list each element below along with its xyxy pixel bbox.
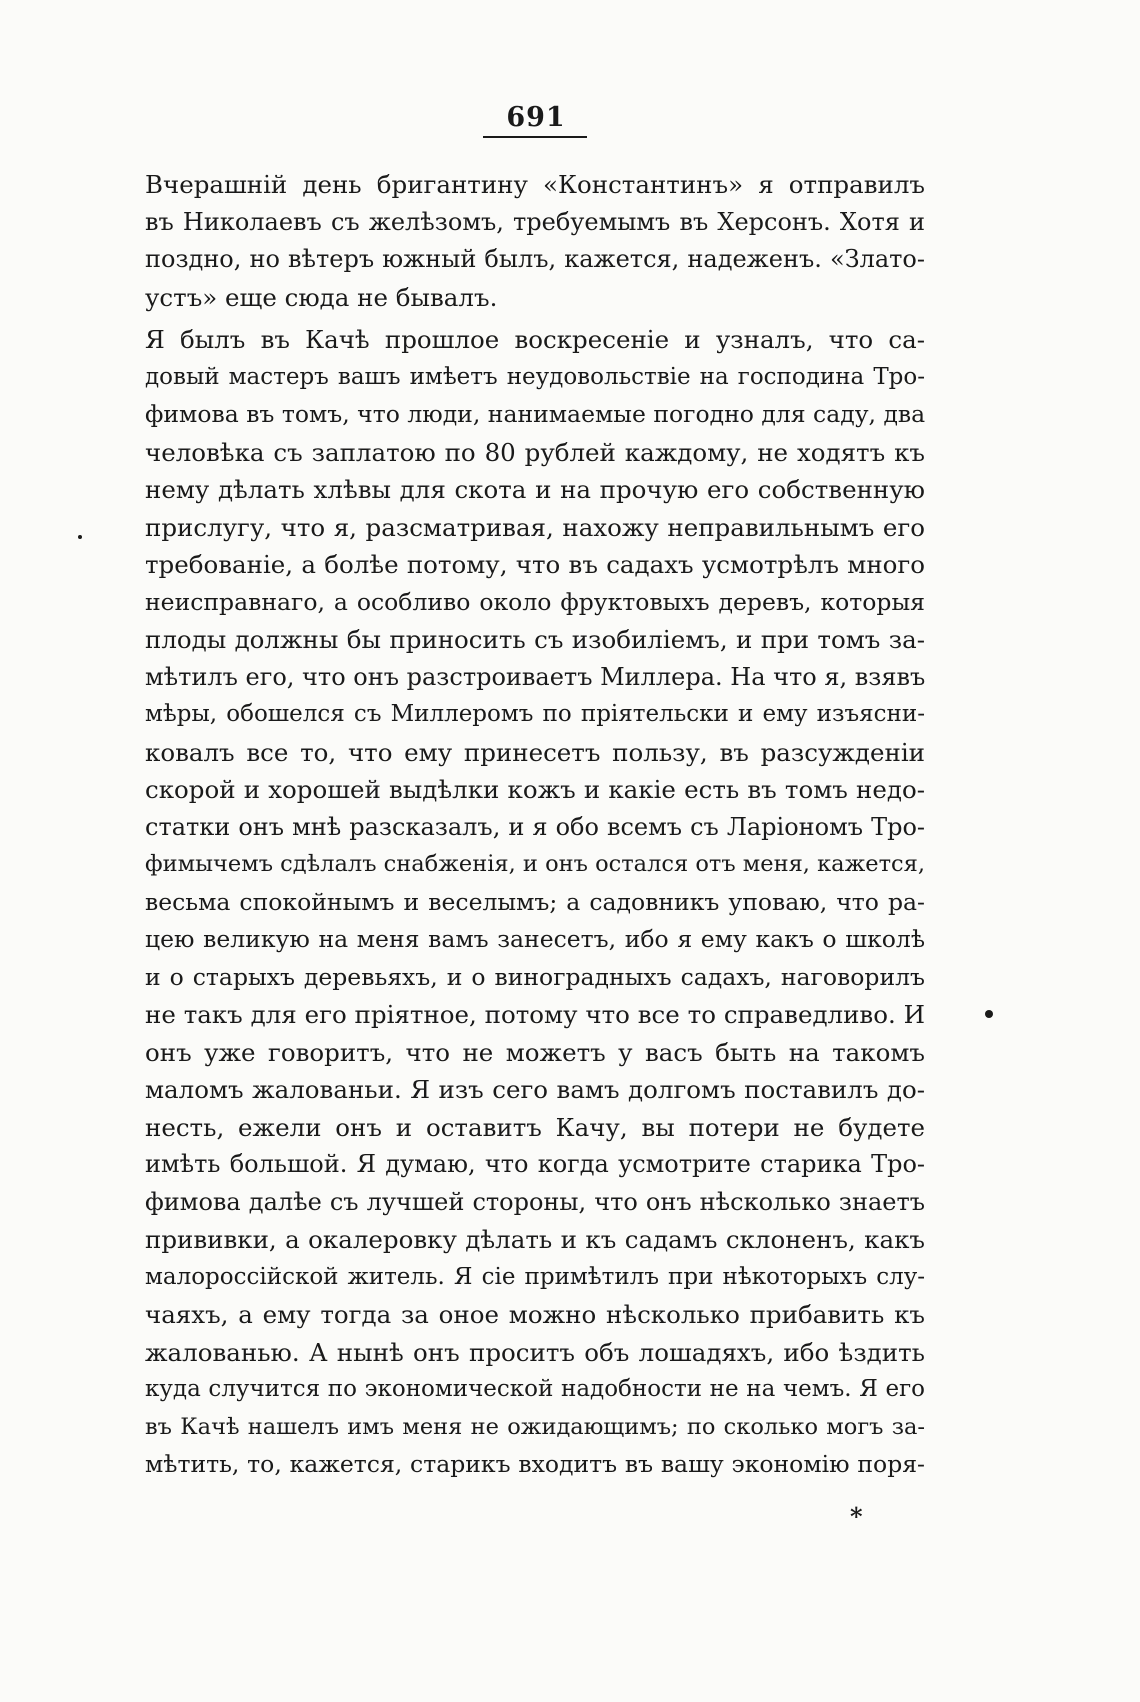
text-line: статки онъ мнѣ разсказалъ, и я обо всемъ съ Ларіономъ Тро- (145, 812, 925, 841)
text-line: прислугу, что я, разсматривая, нахожу неправильнымъ его (145, 512, 925, 542)
text-line: мѣтить, то, кажется, старикъ входитъ въ вашу экономію поря- (145, 1450, 925, 1478)
text-line: прививки, а окалеровку дѣлать и къ садамъ склоненъ, какъ (145, 1225, 925, 1254)
text-line: довый мастеръ вашъ имѣетъ неудовольствіе на господина Тро- (145, 363, 925, 390)
text-line: имѣть большой. Я думаю, что когда усмотрите старика Тро- (145, 1150, 925, 1178)
text-line: скорой и хорошей выдѣлки кожъ и какіе есть въ томъ недо- (145, 775, 925, 804)
text-line: неисправнаго, а особливо около фруктовыхъ деревъ, которыя (145, 587, 925, 616)
ink-speck (985, 1010, 993, 1018)
page-number: 691 (506, 102, 566, 133)
text-line: не такъ для его пріятное, потому что все то справедливо. И (145, 1000, 925, 1029)
text-line: фимычемъ сдѣлалъ снабженія, и онъ остался отъ меня, кажется, (145, 851, 925, 877)
paragraph-2 (145, 321, 925, 1484)
text-line: несть, ежели онъ и оставитъ Качу, вы потери не будете (145, 1112, 925, 1142)
text-line: мѣтилъ его, что онъ разстроиваетъ Миллера. На что я, взявъ (145, 662, 925, 691)
text-line: мѣры, обошелся съ Миллеромъ по пріятельски и ему изъясни- (145, 701, 925, 727)
text-line: весьма спокойнымъ и веселымъ; а садовникъ уповаю, что ра- (145, 887, 925, 916)
text-line: поздно, но вѣтеръ южный былъ, кажется, надеженъ. «Злато- (145, 245, 925, 273)
text-line: въ Качѣ нашелъ имъ меня не ожидающимъ; по сколько могъ за- (145, 1413, 925, 1440)
text-line: жалованью. А нынѣ онъ проситъ объ лошадяхъ, ибо ѣздить (145, 1337, 925, 1367)
page-number-rule (483, 136, 587, 138)
text-line: онъ уже говоритъ, что не можетъ у васъ быть на такомъ (145, 1037, 925, 1067)
footer-asterisk: * (850, 1502, 863, 1531)
text-line: требованіе, а болѣе потому, что въ садахъ усмотрѣлъ много (145, 550, 925, 579)
paragraph-1 (145, 166, 925, 316)
text-line: фимова далѣе съ лучшей стороны, что онъ нѣсколько знаетъ (145, 1187, 925, 1216)
text-line: фимова въ томъ, что люди, нанимаемые погодно для саду, два (145, 400, 925, 428)
text-line: цею великую на меня вамъ занесетъ, ибо я ему какъ о школѣ (145, 925, 925, 953)
text-line: и о старыхъ деревьяхъ, и о виноградныхъ садахъ, наговорилъ (145, 962, 925, 991)
text-line: Я былъ въ Качѣ прошлое воскресеніе и узналъ, что са- (145, 325, 925, 354)
ink-speck (78, 535, 82, 539)
text-line: Вчерашній день бригантину «Константинъ» я отправилъ (145, 170, 925, 199)
text-line: ковалъ все то, что ему принесетъ пользу, въ разсужденіи (145, 737, 925, 767)
text-line: человѣка съ заплатою по 80 рублей каждому, не ходятъ къ (145, 437, 925, 467)
text-line: малороссійской житель. Я сіе примѣтилъ при нѣкоторыхъ слу- (145, 1263, 925, 1290)
text-line: чаяхъ, а ему тогда за оное можно нѣсколько прибавить къ (145, 1300, 925, 1329)
text-line: устъ» еще сюда не бывалъ. (145, 282, 498, 312)
text-line: плоды должны бы приносить съ изобиліемъ, и при томъ за- (145, 625, 925, 654)
text-line: нему дѣлать хлѣвы для скота и на прочую его собственную (145, 475, 925, 504)
text-line: маломъ жалованьи. Я изъ сего вамъ долгомъ поставилъ до- (145, 1075, 925, 1104)
body-text (145, 166, 925, 1484)
text-line: въ Николаевъ съ желѣзомъ, требуемымъ въ Херсонъ. Хотя и (145, 207, 925, 236)
text-line: куда случится по экономической надобности не на чемъ. Я его (145, 1376, 925, 1402)
